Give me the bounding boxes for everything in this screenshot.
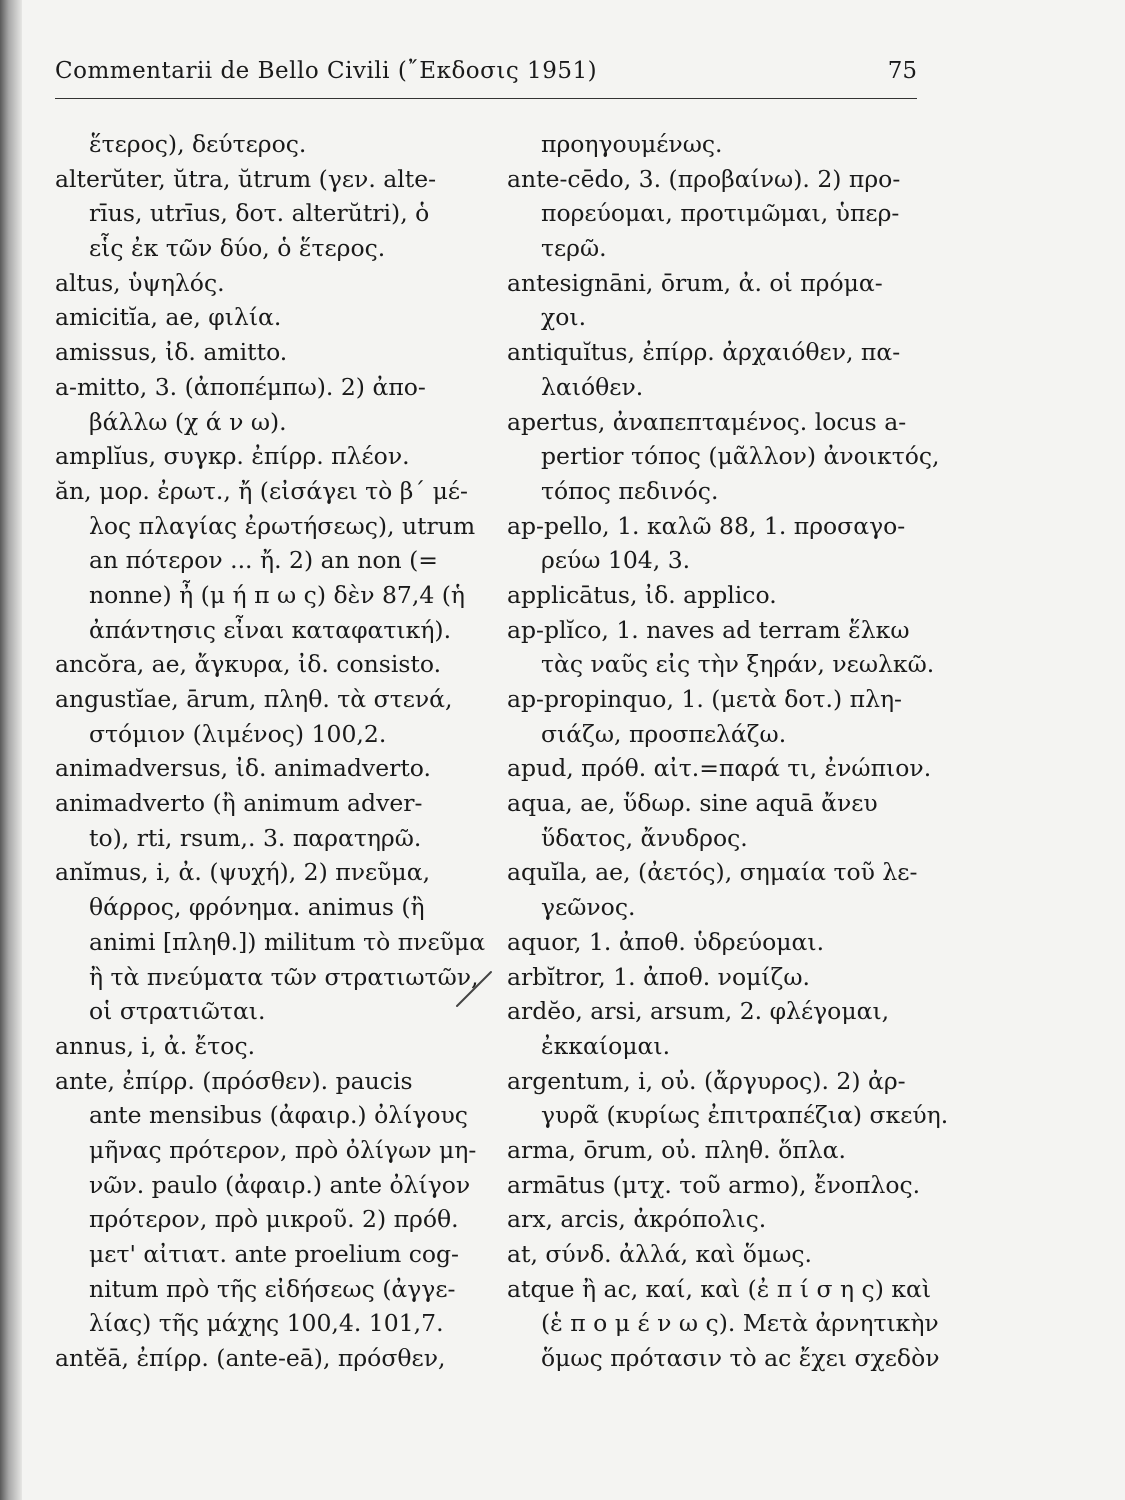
entry-line: ante, ἐπίρρ. (πρόσθεν). paucis xyxy=(55,1066,413,1095)
entry-line: antĕā, ἐπίρρ. (ante-eā), πρόσθεν, xyxy=(55,1344,446,1373)
entry-line: λαιόθεν. xyxy=(541,372,644,401)
entry-line: altus, ὑψηλός. xyxy=(55,268,225,297)
right-column xyxy=(507,127,949,1376)
entry-line: οἱ στρατιῶται. xyxy=(89,997,266,1026)
entry-line: annus, i, ἀ. ἔτος. xyxy=(55,1031,256,1060)
entry-line: ὅμως πρότασιν τὸ ac ἔχει σχεδὸν xyxy=(541,1344,940,1373)
scan-shadow-edge xyxy=(0,0,22,1500)
entry-line: τόπος πεδινός. xyxy=(541,476,719,505)
entry-line: an πότερον ... ἤ. 2) an non (= xyxy=(89,546,438,575)
entry-line: (ἑ π ο μ έ ν ω ς). Μετὰ ἀρνητικὴν xyxy=(541,1309,939,1338)
entry-line: εἷς ἐκ τῶν δύο, ὁ ἕτερος. xyxy=(89,234,386,263)
entry-line: animadverto (ἢ animum adver- xyxy=(55,789,423,818)
entry-line: λίας) τῆς μάχης 100,4. 101,7. xyxy=(89,1309,444,1338)
entry-line: ὕδατος, ἄνυδρος. xyxy=(541,823,748,852)
entry-line: θάρρος, φρόνημα. animus (ἢ xyxy=(89,893,425,922)
entry-line: προηγουμένως. xyxy=(541,130,723,158)
entry-line: atque ἢ ac, καί, καὶ (ἐ π ί σ η ς) καὶ xyxy=(507,1274,932,1303)
entry-line: rīus, utrīus, δοτ. alterŭtri), ὁ xyxy=(89,199,430,228)
entry-line: ap-propinquo, 1. (μετὰ δοτ.) πλη- xyxy=(507,685,902,713)
running-header xyxy=(55,58,917,99)
left-column xyxy=(55,127,485,1376)
entry-line: ardĕo, arsi, arsum, 2. φλέγομαι, xyxy=(507,997,890,1026)
entry-line: τὰς ναῦς εἰς τὴν ξηράν, νεωλκῶ. xyxy=(541,650,935,679)
entry-line: ἢ τὰ πνεύματα τῶν στρατιωτῶν, xyxy=(89,962,479,991)
entry-line: νῶν. paulo (ἀφαιρ.) ante ὀλίγον xyxy=(89,1170,471,1199)
entry-line: antiquĭtus, ἐπίρρ. ἀρχαιόθεν, πα- xyxy=(507,338,901,367)
entry-line: ἀπάντησις εἶναι καταφατική). xyxy=(89,615,452,644)
entry-line: βάλλω (χ ά ν ω). xyxy=(89,407,287,436)
entry-line: arbĭtror, 1. ἀποθ. νομίζω. xyxy=(507,962,810,991)
entry-line: μῆνας πρότερον, πρὸ ὀλίγων μη- xyxy=(89,1135,477,1164)
entry-line: πρότερον, πρὸ μικροῦ. 2) πρόθ. xyxy=(89,1205,459,1234)
entry-line: amplĭus, συγκρ. ἐπίρρ. πλέον. xyxy=(55,442,410,471)
entry-line: ap-pello, 1. καλῶ 88, 1. προσαγο- xyxy=(507,511,906,540)
entry-line: ἐκκαίομαι. xyxy=(541,1031,671,1060)
header-title: Commentarii de Bello Civili (῎Εκδοσις 1951) xyxy=(55,58,598,84)
entry-line: alterŭter, ŭtra, ŭtrum (γεν. alte- xyxy=(55,164,437,193)
entry-line: μετ' αἰτιατ. ante proelium cog- xyxy=(89,1240,459,1268)
entry-line: aquor, 1. ἀποθ. ὑδρεύομαι. xyxy=(507,927,825,956)
entry-line: to), rti, rsum,. 3. παρατηρῶ. xyxy=(89,823,422,852)
entry-line: nonne) ἦ (μ ή π ω ς) δὲν 87,4 (ἡ xyxy=(89,580,466,609)
entry-line: animadversus, ἰδ. animadverto. xyxy=(55,754,431,783)
entry-line: ap-plĭco, 1. naves ad terram ἕλκω xyxy=(507,615,910,644)
entry-line: angustĭae, ārum, πληθ. τὰ στενά, xyxy=(55,685,453,713)
entry-line: argentum, i, οὐ. (ἄργυρος). 2) ἀρ- xyxy=(507,1066,906,1095)
entry-line: pertior τόπος (μᾶλλον) ἀνοικτός, xyxy=(541,442,940,471)
entry-line: nitum πρὸ τῆς εἰδήσεως (ἀγγε- xyxy=(89,1274,456,1303)
entry-line: πορεύομαι, προτιμῶμαι, ὑπερ- xyxy=(541,199,900,228)
entry-line: amicitĭa, ae, φιλία. xyxy=(55,303,282,332)
entry-line: antesignāni, ōrum, ἀ. οἱ πρόμα- xyxy=(507,268,883,297)
entry-line: animi [πληθ.]) militum τὸ πνεῦμα xyxy=(89,927,486,956)
entry-line: ăn, μορ. ἐρωτ., ἤ (εἰσάγει τὸ β΄ μέ- xyxy=(55,476,468,505)
entry-line: ρεύω 104, 3. xyxy=(541,546,691,575)
entry-line: amissus, ἰδ. amitto. xyxy=(55,338,288,367)
entry-line: ante-cēdo, 3. (προβαίνω). 2) προ- xyxy=(507,164,901,193)
entry-line: arma, ōrum, οὐ. πληθ. ὅπλα. xyxy=(507,1135,846,1164)
entry-line: ante mensibus (ἀφαιρ.) ὀλίγους xyxy=(89,1101,468,1130)
pencil-annotation-mark xyxy=(455,968,495,1008)
entry-line: ἕτερος), δεύτερος. xyxy=(89,130,307,158)
entry-line: armātus (μτχ. τοῦ armo), ἔνοπλος. xyxy=(507,1170,921,1199)
entry-line: σιάζω, προσπελάζω. xyxy=(541,719,787,748)
entry-line: τερῶ. xyxy=(541,234,607,263)
entry-line: at, σύνδ. ἀλλά, καὶ ὅμως. xyxy=(507,1240,813,1268)
entry-line: anĭmus, i, ἀ. (ψυχή), 2) πνεῦμα, xyxy=(55,858,431,887)
page-number: 75 xyxy=(887,58,917,84)
entry-line: apud, πρόθ. αἰτ.=παρά τι, ἐνώπιον. xyxy=(507,754,932,783)
entry-line: applicātus, ἰδ. applico. xyxy=(507,580,777,609)
entry-line: στόμιον (λιμένος) 100,2. xyxy=(89,719,387,748)
entry-line: aqua, ae, ὕδωρ. sine aquā ἄνευ xyxy=(507,789,878,818)
entry-line: γυρᾶ (κυρίως ἐπιτραπέζια) σκεύη. xyxy=(541,1101,949,1130)
entry-line: a-mitto, 3. (ἀποπέμπω). 2) ἀπο- xyxy=(55,372,426,401)
entry-line: arx, arcis, ἀκρόπολις. xyxy=(507,1205,767,1234)
entry-line: γεῶνος. xyxy=(541,893,636,922)
entry-line: χοι. xyxy=(541,303,587,332)
entry-line: aquĭla, ae, (ἀετός), σημαία τοῦ λε- xyxy=(507,858,918,887)
entry-line: ancŏra, ae, ἄγκυρα, ἰδ. consisto. xyxy=(55,650,442,679)
entry-line: λος πλαγίας ἐρωτήσεως), utrum xyxy=(89,511,476,540)
entry-line: apertus, ἀναπεπταμένος. locus a- xyxy=(507,407,907,436)
